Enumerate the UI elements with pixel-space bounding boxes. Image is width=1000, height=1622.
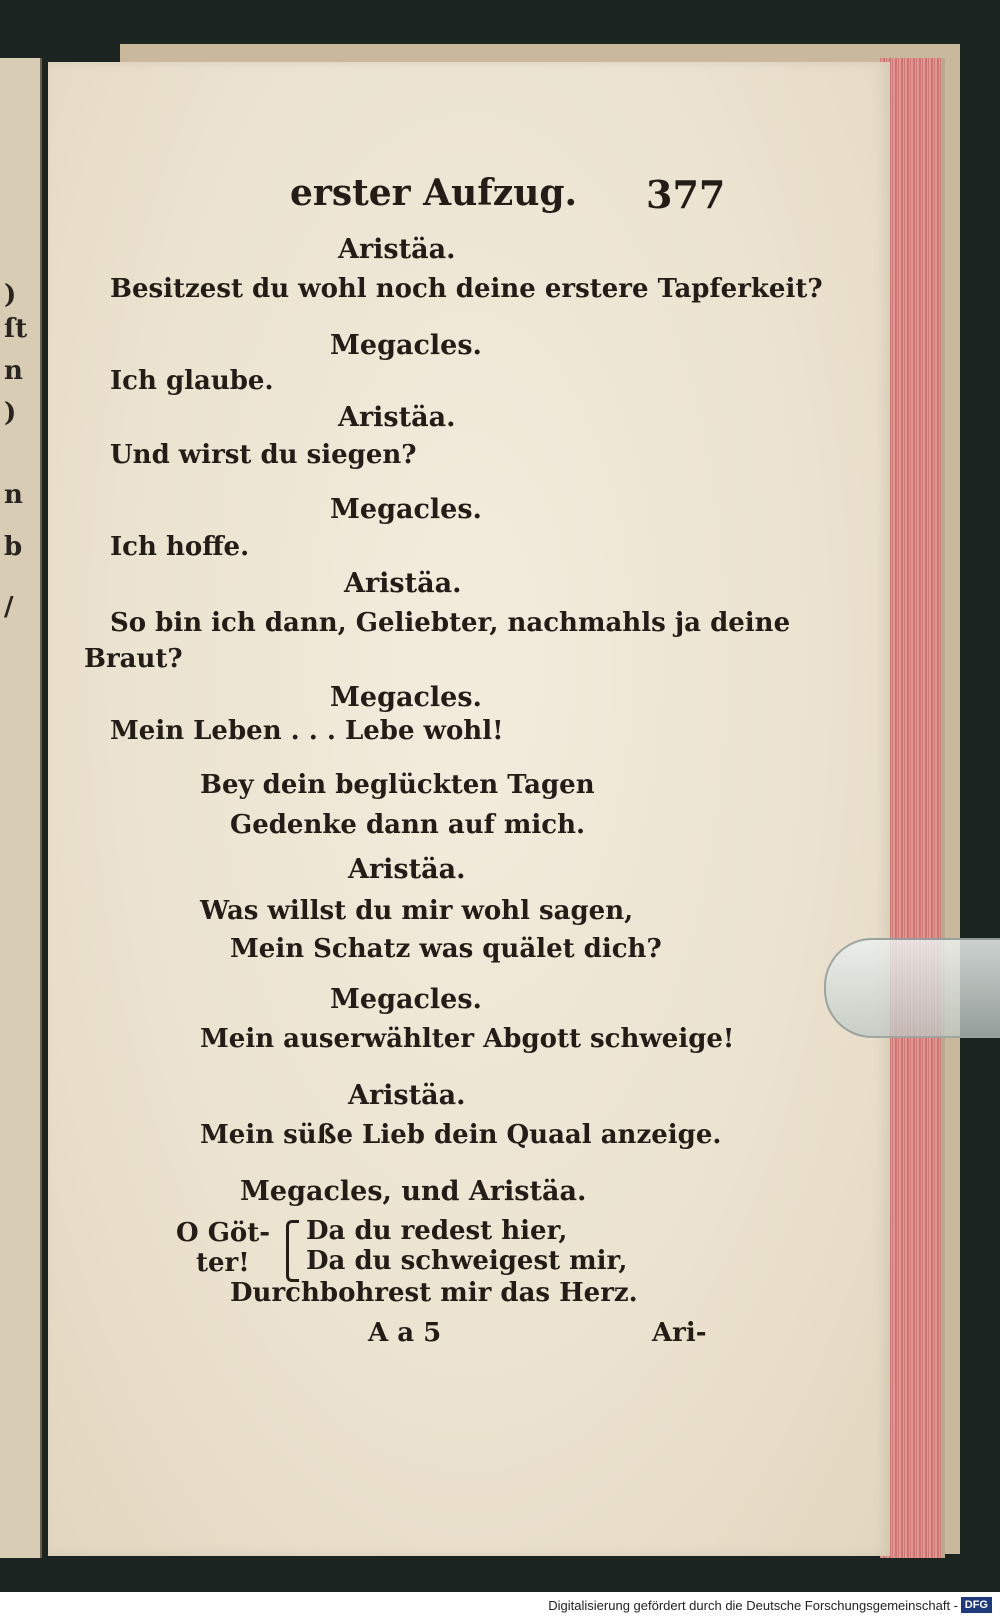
left-fragment: ) bbox=[4, 398, 17, 428]
verse-line: Gedenke dann auf mich. bbox=[230, 810, 586, 840]
verse-line: Mein Schatz was quälet dich? bbox=[230, 934, 662, 964]
left-fragment: n bbox=[4, 480, 23, 510]
book-page bbox=[48, 62, 890, 1556]
speaker-name: Aristäa. bbox=[348, 1080, 466, 1111]
dialogue-line: Braut? bbox=[84, 644, 183, 674]
speaker-name: Aristäa. bbox=[338, 234, 456, 265]
speaker-name: Megacles. bbox=[330, 330, 482, 361]
running-header: erster Aufzug. bbox=[290, 172, 578, 214]
speaker-name: Aristäa. bbox=[338, 402, 456, 433]
dialogue-line: Besitzest du wohl noch deine erstere Tapferkeit? bbox=[110, 274, 823, 304]
signature-mark: A a 5 bbox=[368, 1318, 442, 1348]
speaker-name: Megacles. bbox=[330, 494, 482, 525]
dialogue-line: Mein Leben . . . Lebe wohl! bbox=[110, 716, 504, 746]
verse-line: Da du schweigest mir, bbox=[306, 1246, 628, 1276]
aside-text: ter! bbox=[196, 1248, 250, 1278]
left-fragment: b bbox=[4, 532, 23, 562]
left-fragment: ) bbox=[4, 280, 17, 310]
dialogue-line: So bin ich dann, Geliebter, nachmahls ja deine bbox=[110, 608, 791, 638]
verse-line: Mein auserwählter Abgott schweige! bbox=[200, 1024, 735, 1054]
left-fragment: / bbox=[4, 592, 14, 622]
left-fragment: n bbox=[4, 356, 23, 386]
dialogue-line: Ich glaube. bbox=[110, 366, 274, 396]
speaker-name: Megacles. bbox=[330, 984, 482, 1015]
footer-credit: Digitalisierung gefördert durch die Deutsche Forschungsgemeinschaft - bbox=[548, 1598, 958, 1613]
aside-text: O Göt- bbox=[176, 1218, 271, 1248]
footer-bar bbox=[0, 1592, 1000, 1622]
page-number: 377 bbox=[646, 172, 726, 217]
dfg-logo: DFG bbox=[961, 1597, 992, 1613]
brace-mark bbox=[286, 1220, 299, 1282]
verse-line: Durchbohrest mir das Herz. bbox=[230, 1278, 638, 1308]
left-page bbox=[0, 58, 42, 1558]
verse-line: Bey dein beglückten Tagen bbox=[200, 770, 595, 800]
verse-line: Mein süße Lieb dein Quaal anzeige. bbox=[200, 1120, 722, 1150]
speaker-name: Megacles. bbox=[330, 682, 482, 713]
dialogue-line: Und wirst du siegen? bbox=[110, 440, 417, 470]
page-clip bbox=[824, 938, 1000, 1038]
catchword: Ari- bbox=[652, 1318, 707, 1348]
speaker-name: Aristäa. bbox=[348, 854, 466, 885]
speaker-name: Megacles, und Aristäa. bbox=[240, 1176, 587, 1207]
verse-line: Was willst du mir wohl sagen, bbox=[200, 896, 634, 926]
dialogue-line: Ich hoffe. bbox=[110, 532, 250, 562]
verse-line: Da du redest hier, bbox=[306, 1216, 568, 1246]
speaker-name: Aristäa. bbox=[344, 568, 462, 599]
left-fragment: ſt bbox=[4, 314, 28, 344]
